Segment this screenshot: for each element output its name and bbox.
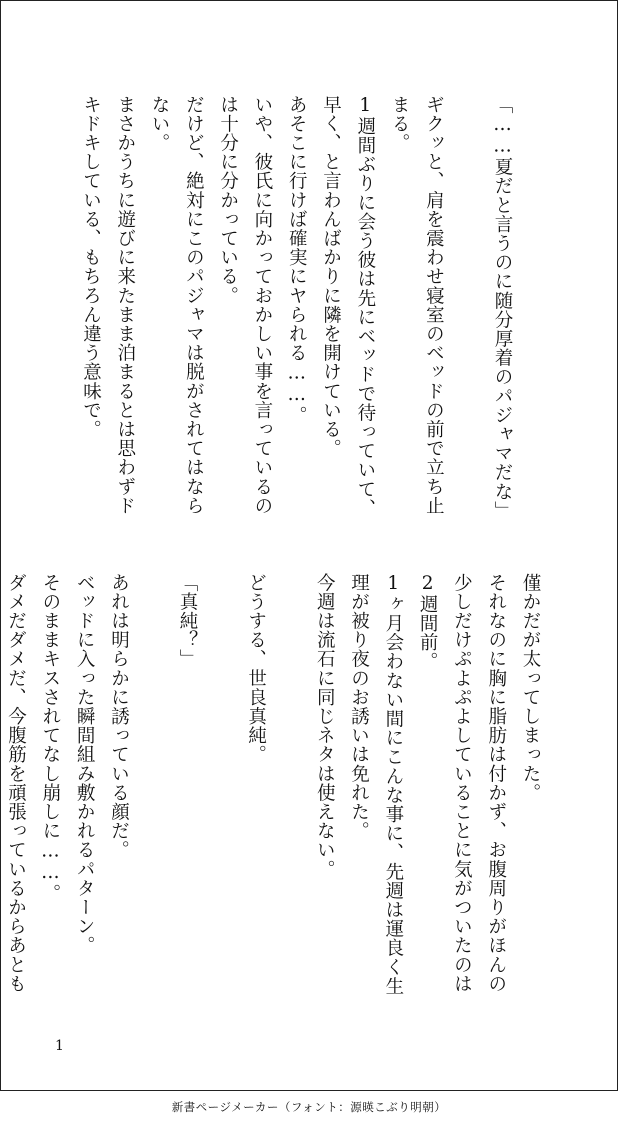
text-block-lower: 僅かだが太ってしまった。 それなのに胸に脂肪は付かず、お腹周りがほんの 少しだけぷよぷよしていることに気がついたのは 2週間前。 1ヶ月会わない間にこんな事に、先週は運良く生 理が被り夜のお誘いは免れた。 今週は流石に同じネタは使えない。 どうする、世良真純。 「真純？」 あれは明らかに誘っている顔だ。 ベッドに入った瞬間組み敷かれるパターン。 そのままキスされてなし崩しに……。 ダメだダメだ、今腹筋を頑張っているからあとも <box>5 573 541 996</box>
page-number: 1 <box>55 1038 64 1054</box>
text-block-upper: 「……夏だと言うのに随分厚着のパジャマだな」 ギクッと、肩を震わせ寝室のベッドの前で立ち止 まる。 1週間ぶりに会う彼は先にベッドで待っていて、 早く、と言わんばかりに隣を開けている。 あそこに行けば確実にヤられる……。 いや、彼氏に向かっておかしい事を言っているの は十分に分かっている。 だけど、絶対にこのパジャマは脱がされてはなら ない。 まさかうちに遊びに来たまま泊まるとは思わずド キドキしている、もちろん違う意味で。 <box>80 95 513 521</box>
footer-credit: 新書ページメーカー（フォント：源暎こぶり明朝） <box>171 1100 447 1114</box>
